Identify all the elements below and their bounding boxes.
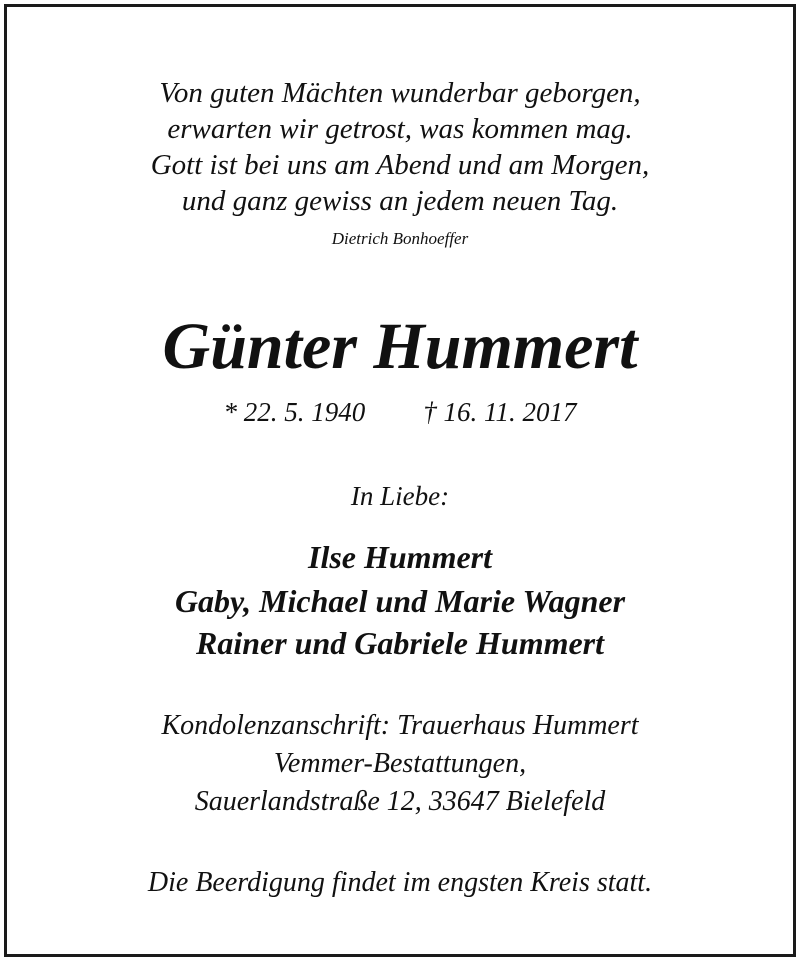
birth-date: * 22. 5. 1940 [223, 397, 366, 427]
life-dates [7, 397, 793, 428]
poem-author: Dietrich Bonhoeffer [331, 229, 469, 248]
mourner-1: Ilse Hummert [307, 539, 492, 575]
poem-line-4: und ganz gewiss an jedem neuen Tag. [181, 185, 619, 217]
address-line-3: Sauerlandstraße 12, 33647 Bielefeld [194, 786, 606, 817]
mourners-intro: In Liebe: [350, 481, 450, 511]
deceased-name: Günter Hummert [162, 310, 638, 383]
poem-line-1: Von guten Mächten wunderbar geborgen, [159, 77, 641, 109]
mourner-2: Gaby, Michael und Marie Wagner [174, 583, 626, 619]
obituary-card [4, 4, 796, 957]
death-date: † 16. 11. 2017 [423, 397, 577, 427]
poem-line-2: erwarten wir getrost, was kommen mag. [167, 113, 633, 145]
address-line-1: Kondolenzanschrift: Trauerhaus Hummert [161, 710, 639, 741]
obituary-content [7, 7, 793, 954]
mourner-3: Rainer und Gabriele Hummert [195, 625, 605, 661]
poem-line-3: Gott ist bei uns am Abend und am Morgen, [150, 149, 650, 181]
address-line-2: Vemmer-Bestattungen, [273, 748, 527, 779]
funeral-note: Die Beerdigung findet im engsten Kreis statt. [147, 867, 653, 898]
